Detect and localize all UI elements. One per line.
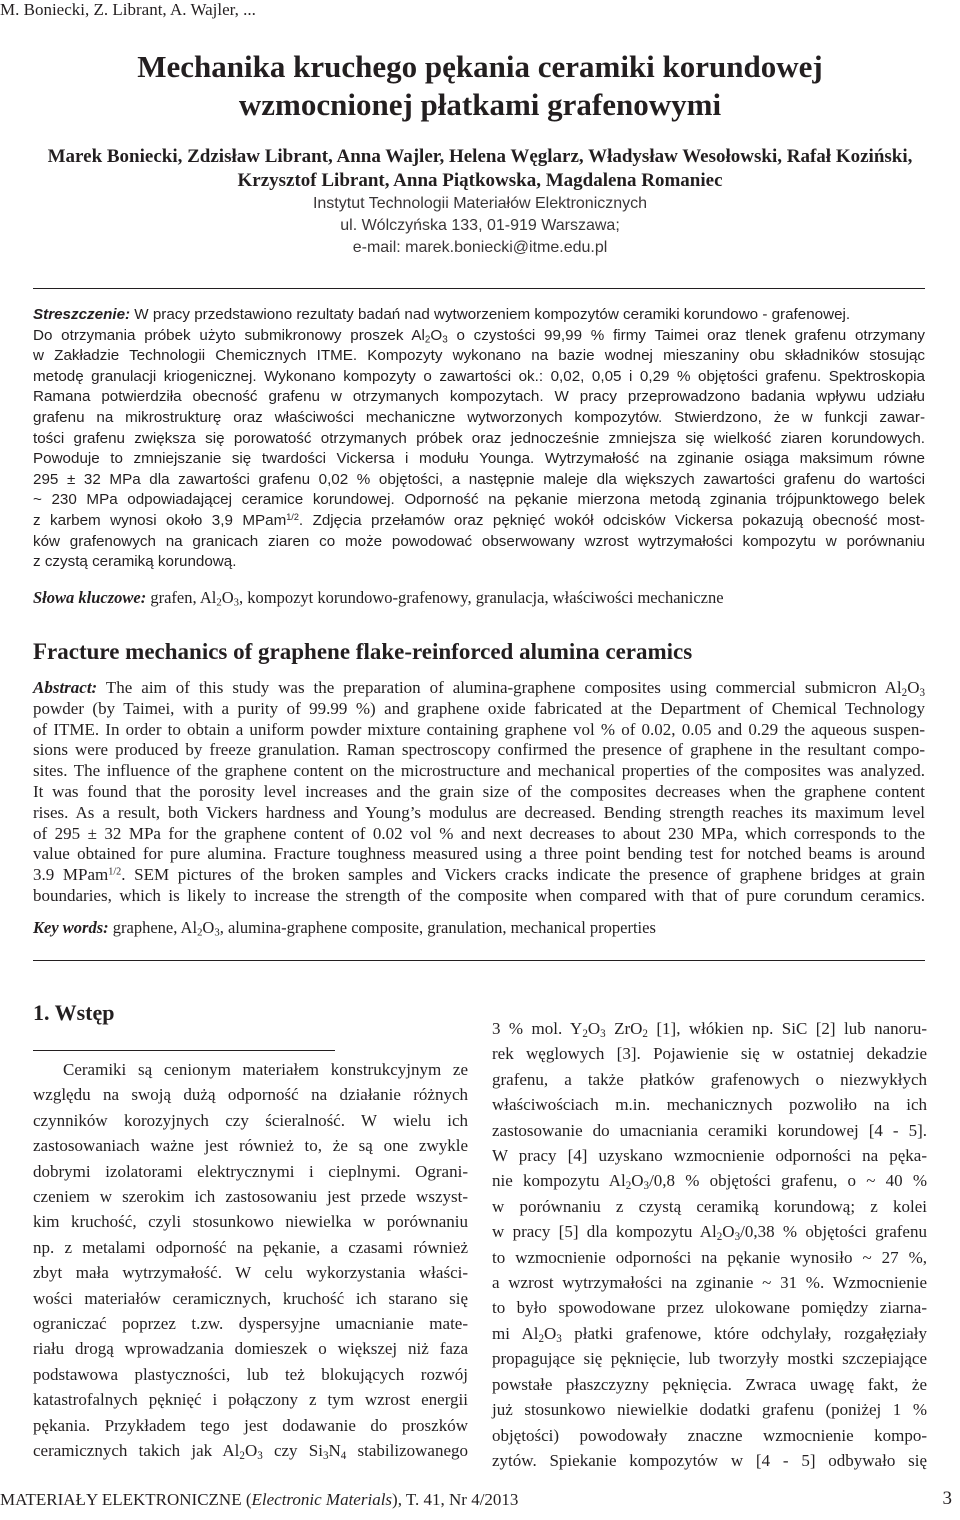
text: /0,38 % objętości grafenu [740,1222,927,1242]
abstract-pl-line: metodę granulacji kriogenicznej. Wykonano kompozyty o zawartości ok.: 0,02, 0,05 i 0,29 % objętości grafenu. Spektroskopia [33,367,925,385]
col-line: W pracy [4] uzyskano wzmocnienie odporności na pęka- [492,1146,927,1166]
left-column [33,1057,468,1464]
text: Do otrzymania próbek użyto submikronowy proszek Al [33,326,425,344]
sub: 2 [716,1231,723,1243]
abstract-en-line: rises. As a result, both Vickers hardness and Young’s modulus are decreased. Bending strength reaches its maximum level [33,802,925,822]
keywords-en-line [33,918,925,939]
abstract-pl-label: Streszczenie: [33,306,131,323]
affiliation-block [0,193,960,259]
sub: 2 [239,1449,245,1462]
sub: 3 [442,334,448,346]
col-line: zastosowanie do umacniania ceramiki korundowej [4 - 5]. [492,1120,927,1140]
col-line: czeniem w szerokim ich zastosowaniu jest przede wszyst- [33,1187,468,1207]
col-line: względu na swoją dużą odporność na działanie różnych [33,1085,468,1105]
sub: 3 [322,1449,329,1462]
text: ceramicznych takich jak Al [33,1441,240,1461]
sub: 2 [642,1027,648,1040]
email: e-mail: marek.boniecki@itme.edu.pl [352,239,608,256]
sub: 2 [625,1180,632,1193]
text: . SEM pictures of the broken samples and Vickers cracks indicate the presence of graphene bridges at grain [121,865,926,885]
keywords-pl-label: Słowa kluczowe: [33,588,147,607]
text: czy Si [262,1441,323,1461]
keywords-en [33,918,925,939]
text: O [544,1323,557,1343]
text: N [328,1441,341,1461]
keywords-en-label: Key words: [33,918,109,937]
abstract-en-line: It was found that the porosity level increases and the grain size of the composites decreases when the graphene content [33,781,925,801]
col-line: to wzmocnienie odporności na pękanie wynosiło ~ 27 %, [492,1247,927,1267]
sub: 2 [538,1332,545,1345]
col-line [33,1438,468,1463]
text: , kompozyt korundowo-grafenowy, granulacja, właściwości mechaniczne [238,588,724,607]
col-line: pękania. Przykładem tego jest dodawanie do proszków [33,1415,468,1435]
text: W pracy przedstawiono rezultaty badań nad wytworzeniem kompozytów ceramiki korundowo - grafenowej. [130,306,851,323]
sup: 1/2 [286,511,299,522]
sub: 3 [919,686,925,699]
section-rule [33,1050,335,1051]
text: płatki grafenowe, które odchylały, rozgałęziały [561,1323,928,1343]
text: O [722,1222,735,1242]
text: O [587,1019,601,1038]
abstract-en-line: of 295 ± 32 MPa for the graphene content of 0.02 vol % and next decreases to about 230 MPa, which corresponds to the [33,823,925,843]
col-line: ograniczać poprzez t.zw. dyspersyjne umacnianie mate- [33,1314,468,1334]
abstract-pl-line: ków grafenowych na granicach ziaren co może powodować obserwowany wzrost wytrzymałości kompozytu w porównaniu [33,532,925,550]
col-line: kim kruchość, czyli stosunkowo niewielka w porównaniu [33,1212,468,1232]
running-header: M. Boniecki, Z. Librant, A. Wajler, ... [0,0,256,19]
address: ul. Wólczyńska 133, 01-919 Warszawa; [340,217,620,234]
col-line [492,1016,927,1041]
section-heading: 1. Wstęp [33,1000,115,1025]
col-line: propagujące się pęknięcie, lub tworzyły mostki szczepiające [492,1349,927,1369]
paper-title-pl [0,48,960,124]
col-line: to było spowodowane przez ulokowane pomiędzy ziarna- [492,1298,927,1318]
abstract-pl-line: 295 ± 32 MPa dla zawartości grafenu 0,02 % objętości, a następnie maleje dla większych zawartości grafenu do wartości [33,470,925,488]
col-line: czynników korozyjnych czy ścieralność. W wielu ich [33,1110,468,1130]
col-line: właściwościach m.in. mechanicznych pozwoliło na ich [492,1095,927,1115]
text: /0,8 % objętości grafenu, o ~ 40 % [649,1171,927,1191]
sub: 3 [600,1027,606,1040]
col-line: np. z metalami odporność na pękanie, a czasami również [33,1237,468,1257]
abstract-pl-line: w Zakładzie Technologii Chemicznych ITME. Kompozyty wykonano na bazie wodnej mieszaniny obu składników stosując [33,347,925,365]
text: ZrO [605,1019,643,1038]
col-line: katastrofalnych pęknięć i połączony z tym wzrost energii [33,1390,468,1410]
abstract-en-line: of ITME. In order to obtain a uniform powder mixture containing graphene vol % of 0.02, 0.05 and 0.29 the aqueous suspen- [33,719,925,739]
col-line: w porównaniu z czystą ceramiką korundową; z kolei [492,1196,927,1216]
keywords-pl-line [33,588,925,609]
abstract-en-line: sions were produced by freeze granulation. Raman spectroscopy confirmed the presence of graphene in the resultant compo- [33,740,925,760]
text: grafen, Al [146,588,217,607]
journal-name-en: Electronic Materials [251,1490,393,1509]
text: O [907,678,920,697]
journal-name: MATERIAŁY ELEKTRONICZNE ( [0,1490,252,1509]
abstract-en-line: powder (by Taimei, with a purity of 99.99 %) and graphene oxide fabricated at the Department of Chemical Technology [33,698,925,718]
journal-volume: ), T. 41, Nr 4/2013 [392,1490,519,1509]
abstract-pl [33,305,925,573]
author-list [0,145,960,193]
abstract-en-label: Abstract: [33,678,98,697]
text: w pracy [5] dla kompozytu Al [492,1222,717,1242]
abstract-en-line: value obtained for pure alumina. Fracture toughness measured using a three point bending test for notched beams is around [33,844,925,864]
sub: 2 [424,334,431,346]
abstract-en-line: boundaries, which is likely to increase the strength of the composite when compared with that of pure corundum ceramics. [33,885,925,905]
abstract-pl-line: Ramana potwierdziła obecność grafenu w otrzymanych kompozytach. W pracy przeprowadzono badania wpływu udziału [33,388,925,406]
col-line [492,1321,927,1346]
abstract-pl-line: Powoduje to zmniejszanie się twardości Vickersa i modułu Younga. Wytrzymałość na zginanie osiąga maksimum równe [33,450,925,468]
col-line: zytów. Spiekanie kompozytów w [4 - 5] odbywało się [492,1450,927,1470]
col-line: powstałe płaszczyzny pęknięcia. Zwraca uwagę fakt, że [492,1374,927,1394]
text: o czystości 99,99 % firmy Taimei oraz tlenek grafenu otrzymany [447,326,925,344]
col-line: zbyt mała wytrzymałość. W celu wykorzystania właści- [33,1263,468,1283]
abstract-en [33,678,925,907]
col-line: riału drogą wprowadzania domieszek o większej niż faza [33,1339,468,1359]
col-line [492,1168,927,1193]
text: O [631,1171,644,1191]
col-line: a wzrost wytrzymałości na zginanie ~ 31 %. Wzmocnienie [492,1273,927,1293]
abstract-pl-line: z czystą ceramiką korundową. [33,553,237,571]
sub: 3 [233,596,239,609]
text: nie kompozytu Al [492,1171,626,1191]
text: The aim of this study was the preparation of alumina-graphene composites using commercial submicron Al [97,678,902,697]
sub: 3 [556,1332,562,1345]
title-line-2: wzmocnionej płatkami grafenowymi [238,87,722,122]
col-line: zastosowaniach ważne jest również to, że są one zwykle [33,1136,468,1156]
abstract-en-line [33,865,925,886]
abstract-en-line [33,678,925,699]
sup: 1/2 [108,866,122,878]
sub: 2 [901,686,908,699]
page-number: 3 [942,1488,952,1509]
journal-footer [0,1490,518,1510]
text: graphene, Al [108,918,198,937]
text: 3.9 MPam [33,865,109,885]
sub: 3 [214,926,220,939]
abstract-pl-line: grafenu na mikrostrukturę oraz właściwości mechaniczne wytworzonych kompozytów. Stwierdzono, że w funkcji zawar- [33,408,925,426]
col-line: już stosunkowo niewielkie dodatki grafenu (poniżej 1 % [492,1400,927,1420]
text: O [244,1441,258,1461]
sub: 2 [582,1027,588,1040]
abstract-pl-line: ~ 230 MPa odpowiadającej ceramice korundowej. Odporność na pękanie mierzona metodą zginania trójpunktowego belek [33,491,925,509]
col-line: grafenu, a także płatków grafenowych o niezwykłych [492,1069,927,1089]
abstract-pl-line [33,326,925,347]
col-line [492,1219,927,1244]
col-line: podstawowa plastyczności, lub też blokujących rozwój [33,1364,468,1384]
text: O [430,326,443,344]
text: z karbem wynosi około 3,9 MPam [33,511,287,529]
divider-top [33,288,925,289]
text: mi Al [492,1323,539,1343]
authors-line-1: Marek Boniecki, Zdzisław Librant, Anna Wajler, Helena Węglarz, Władysław Wesołowski, Rafał Koziński, [47,146,913,167]
sub: 3 [643,1180,650,1193]
col-line: wości materiałów ceramicznych, kruchość ich starano się [33,1288,468,1308]
right-column [492,1016,927,1473]
text: , alumina-graphene composite, granulation, mechanical properties [219,918,656,937]
text: [1], włókien np. SiC [2] lub nanoru- [647,1019,927,1038]
affiliation: Instytut Technologii Materiałów Elektronicznych [312,195,648,212]
sub: 4 [340,1449,347,1462]
sub: 2 [216,596,222,609]
sub: 3 [734,1231,741,1243]
col-line: Ceramiki są cenionym materiałem konstrukcyjnym ze [63,1060,468,1079]
keywords-pl [33,588,925,609]
col-line: dobrymi izolatorami elektrycznymi i cieplnymi. Ograni- [33,1161,468,1181]
abstract-pl-line: tości grafenu zwiększa się porowatość otrzymanych próbek oraz jednocześnie zmniejsza się wielkość ziaren korundowych. [33,429,925,447]
paper-title-en: Fracture mechanics of graphene flake-reinforced alumina ceramics [33,639,693,664]
text: 3 % mol. Y [492,1019,583,1038]
col-line: rek węglowych [3]. Pojawienie się w ostatniej dekadzie [492,1044,927,1064]
sub: 3 [257,1449,263,1462]
abstract-pl-line [33,305,925,326]
sub: 2 [197,926,203,939]
text: stabilizowanego [346,1441,468,1461]
text: O [221,588,234,607]
text: O [202,918,215,937]
abstract-en-line: sites. The influence of the graphene content on the microstructure and mechanical properties of the composites was analyzed. [33,761,925,781]
abstract-pl-line [33,511,925,532]
text: . Zdjęcia przełamów oraz pęknięć wokół odcisków Vickersa pokazują obecność most- [298,511,925,529]
title-line-1: Mechanika kruchego pękania ceramiki korundowej [137,49,823,84]
authors-line-2: Krzysztof Librant, Anna Piątkowska, Magdalena Romaniec [237,170,723,191]
divider-bottom [33,960,925,961]
col-line: objętości) powodowały znaczne wzmocnienie kompo- [492,1425,927,1445]
